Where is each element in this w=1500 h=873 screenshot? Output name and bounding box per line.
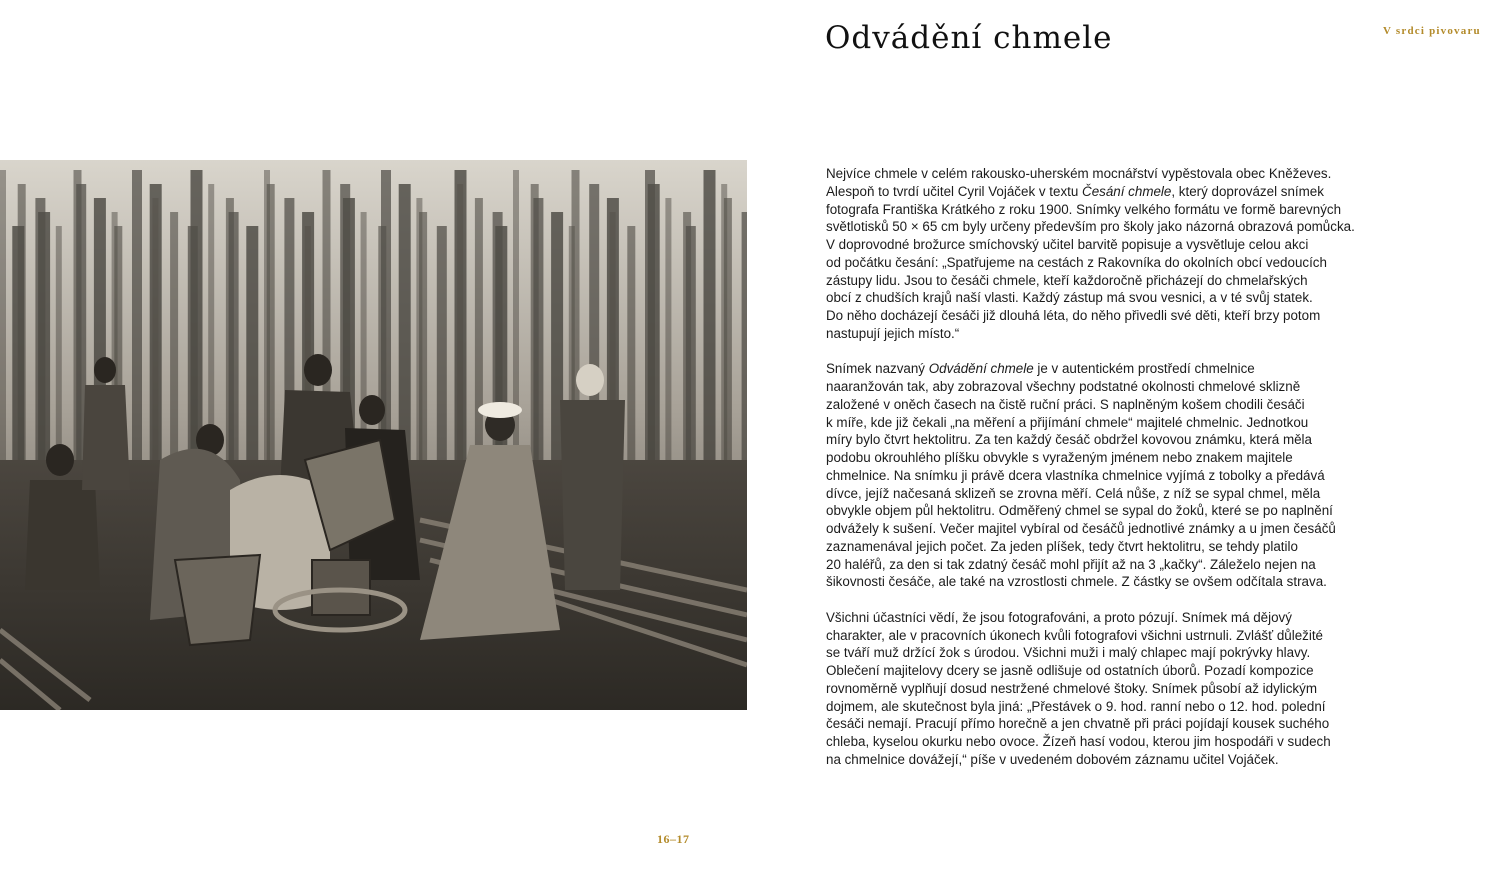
text-line	[826, 236, 1346, 254]
text-run: obcí z chudších krajů naší vlasti. Každý zástup má svou vesnici, a v té svůj statek.	[826, 290, 1313, 306]
text-line	[826, 520, 1346, 538]
text-run: , který doprovázel snímek	[1171, 183, 1324, 199]
text-run: 20 haléřů, za den si tak zdatný česáč mohl přijít až na 3 „kačky“. Záleželo nejen na	[826, 556, 1316, 572]
hop-bine	[56, 226, 62, 480]
hop-bine	[686, 226, 696, 480]
hop-bine	[170, 212, 178, 480]
hop-bine	[246, 226, 258, 480]
running-head: V srdci pivovaru	[1383, 25, 1481, 37]
text-run: Všichni účastníci vědí, že jsou fotografováni, a proto pózují. Snímek má dějový	[826, 609, 1292, 625]
text-line	[826, 556, 1346, 574]
hop-bine	[533, 198, 543, 480]
text-line	[826, 715, 1346, 733]
text-run: Alespoň to tvrdí učitel Cyril Vojáček v textu	[826, 183, 1083, 199]
text-line	[826, 698, 1346, 716]
text-line	[826, 733, 1346, 751]
hop-bine	[457, 184, 463, 480]
hop-bine	[475, 198, 483, 480]
page-title: Odvádění chmele	[825, 20, 1113, 56]
text-line	[826, 680, 1346, 698]
text-run: Nejvíce chmele v celém rakousko-uherském mocnářství vypěstovala obec Kněževes.	[826, 166, 1332, 181]
text-line	[826, 165, 1346, 183]
text-run: k míře, kde již čekali „na měření a přijímání chmele“ majitelé chmelnic. Jednotkou	[826, 414, 1309, 430]
text-run: zástupy lidu. Jsou to česáči chmele, kteří každoročně přicházejí do chmelařských	[826, 272, 1308, 288]
text-line	[826, 201, 1346, 219]
hop-bine	[0, 170, 6, 480]
text-run: se tváří muž držící žok s úrodou. Všichni muži i malý chlapec mají pokrývky hlavy.	[826, 645, 1311, 661]
text-line	[826, 272, 1346, 290]
text-run: od počátku česání: „Spatřujeme na cestách z Rakovníka do okolních obcí vedoucích	[826, 254, 1327, 270]
text-line	[826, 502, 1346, 520]
hop-bine	[267, 184, 275, 480]
text-run: světlotisků 50 × 65 cm byly určeny především pro školy jako názorná obrazová pomůcka.	[826, 219, 1355, 235]
text-line	[826, 449, 1346, 467]
paragraph	[826, 360, 1346, 591]
text-line	[826, 325, 1346, 343]
text-run: charakter, ale v pracovních úkonech kvůli fotografovi všichni ustrnuli. Zvlášť důležité	[826, 627, 1323, 643]
text-line	[826, 414, 1346, 432]
hop-bine	[229, 212, 239, 480]
text-run: obvykle objem půl hektolitru. Odměřený chmel se sypal do žoků, které se po naplnění	[826, 503, 1333, 519]
text-line	[826, 378, 1346, 396]
text-run: Oblečení majitelovy dcery se jasně odlišuje od ostatních úborů. Pozadí kompozice	[826, 663, 1314, 678]
hop-bine	[38, 212, 50, 480]
hop-bine	[152, 198, 158, 480]
hop-bine	[742, 212, 747, 480]
photo-illustration	[0, 160, 747, 710]
text-line	[826, 183, 1346, 201]
text-line	[826, 218, 1355, 236]
text-run: rovnoměrně vyplňují dosud nestržené chmelové štoky. Snímek působí až idylickým	[826, 680, 1317, 696]
text-run: dívce, jejíž načesaná sklizeň se zrovna měří. Celá nůše, z níž se sypal chmel, měla	[826, 485, 1321, 501]
italic-title: Česání chmele	[1082, 183, 1172, 199]
text-line	[826, 307, 1346, 325]
paragraph	[826, 165, 1355, 343]
hop-bine	[724, 198, 732, 480]
hop-bine	[419, 212, 427, 480]
hop-bine	[132, 170, 142, 480]
text-run: Do něho docházejí česáči již dlouhá léta, do něho přivedli své děti, kteří brzy potom	[826, 308, 1321, 323]
text-line	[826, 396, 1346, 414]
italic-title: Odvádění chmele	[928, 361, 1034, 377]
text-line	[826, 573, 1346, 591]
text-run: fotografa Františka Krátkého z roku 1900. Snímky velkého formátu ve formě barevných	[826, 201, 1342, 217]
text-run: šikovnosti česáče, ale také na vzrostlosti chmele. Z částky se ovšem odčítala strava.	[826, 574, 1327, 590]
article-body	[826, 165, 1355, 786]
text-line	[826, 254, 1346, 272]
hop-bine	[627, 226, 635, 480]
hop-bine	[437, 226, 447, 480]
text-line	[826, 627, 1346, 645]
text-run: zaznamenával jejich počet. Za jeden plíšek, tedy čtvrt hektolitru, se tehdy platilo	[826, 538, 1298, 554]
text-run: dojmem, ale skutečnost byla jiná: „Přestávek o 9. hod. ranní nebo o 12. hod. polední	[826, 698, 1326, 714]
text-run: je v autentickém prostředí chmelnice	[1033, 361, 1255, 377]
text-line	[826, 289, 1346, 307]
text-run: odvážely k sušení. Večer majitel vybíral od česáčů jednotlivé známky a u jmen česáčů	[826, 521, 1336, 536]
text-line	[826, 360, 1346, 378]
text-run: chleba, kyselou okurku nebo ovoce. Žízeň hasí vodou, kterou jim hospodáři v sudech	[826, 734, 1331, 749]
text-run: Snímek nazvaný	[826, 361, 929, 377]
text-run: založené v oněch časech na čistě ruční práci. S naplněným košem chodili česáči	[826, 396, 1305, 412]
hop-bine	[704, 170, 716, 480]
text-line	[826, 431, 1346, 449]
text-line	[826, 467, 1346, 485]
hop-bine	[12, 226, 24, 480]
hop-bine	[513, 170, 519, 480]
text-run: nastupují jejich místo.“	[826, 325, 960, 341]
text-run: podobu okrouhlého plíšku obvykle s vyraženým jménem nebo znakem majitele	[826, 450, 1293, 465]
text-line	[826, 485, 1346, 503]
text-line	[826, 644, 1346, 662]
paragraph	[826, 609, 1346, 769]
hop-bine	[648, 184, 660, 480]
text-line	[826, 662, 1346, 680]
text-run: chmelnice. Na snímku ji právě dcera vlastníka chmelnice vyjímá z tobolky a předává	[826, 467, 1325, 483]
text-run: V doprovodné brožurce smíchovský učitel barvitě popisuje a vysvětluje celou akci	[826, 237, 1309, 252]
text-run: na chmelnice dovážejí,“ píše v uvedeném dobovém záznamu učitel Vojáček.	[826, 751, 1279, 767]
hop-bine	[495, 226, 507, 480]
hop-bine	[665, 198, 671, 480]
text-run: česáči nemají. Pracují přímo horečně a jen chvatně při práci pojídají kousek suchého	[826, 716, 1330, 732]
page-number: 16–17	[657, 832, 690, 846]
text-run: naaranžován tak, aby zobrazoval všechny podstatné okolnosti chmelové sklizně	[826, 379, 1301, 394]
text-line	[826, 538, 1346, 556]
text-run: míry bylo čtvrt hektolitru. Za ten každý česáč obdržel kovovou známku, která měla	[826, 432, 1312, 448]
historical-hop-picking-photo	[0, 160, 747, 710]
text-line	[826, 609, 1346, 627]
text-line	[826, 751, 1346, 769]
